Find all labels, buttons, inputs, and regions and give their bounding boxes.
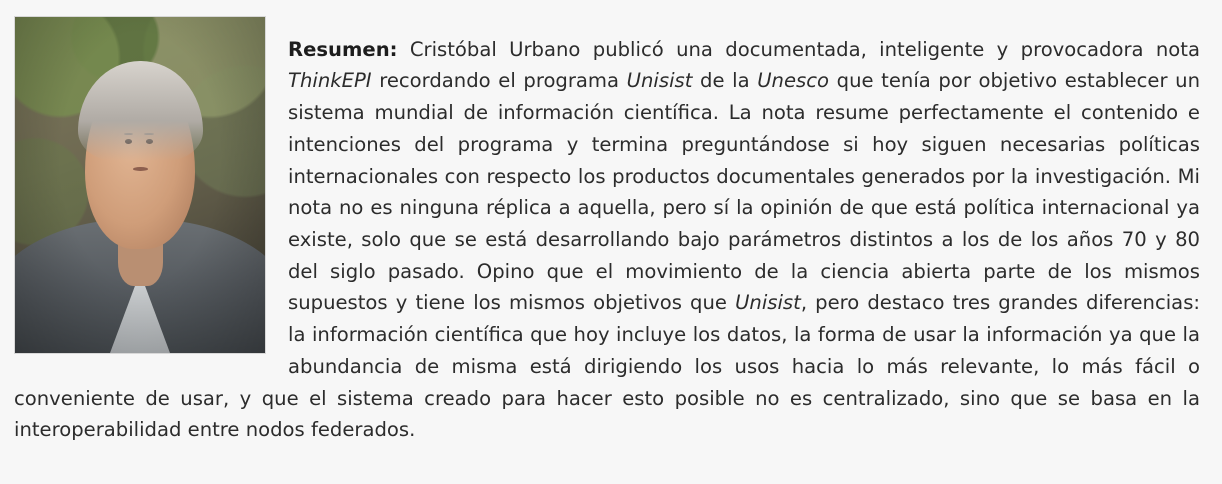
abstract-italic-term: ThinkEPI <box>288 69 372 93</box>
abstract-italic-term: Unesco <box>757 69 830 93</box>
abstract-italic-term: Unisist <box>626 69 693 93</box>
author-portrait-photo <box>14 16 266 354</box>
abstract-body: Cristóbal Urbano publicó una documentada, inteligente y provocadora nota ThinkEPI recordando el programa Unisist de la Unesco que tenía por objetivo establecer un sistema mundial de información científica. La nota resume perfectamente el contenido e intenciones del programa y termina preguntándose si hoy siguen necesarias políticas internacionales con respecto los productos documentales generados por la investigación. Mi nota no es ninguna réplica a aquella, pero sí la opinión de que está política internacional ya existe, solo que se está desarrollando bajo parámetros distintos a los de los años 70 y 80 del siglo pasado. Opino que el movimiento de la ciencia abierta parte de los mismos supuestos y tiene los mismos objetivos que Unisist, pero destaco tres grandes diferencias: la información científica que hoy incluye los datos, la forma de usar la información ya que la abundancia de misma está dirigiendo los usos hacia lo más relevante, lo más fácil o conveniente de usar, y que el sistema creado para hacer esto posible no es centralizado, sino que se basa en la interoperabilidad entre nodos federados. <box>14 37 1200 442</box>
abstract-lead-label: Resumen: <box>288 37 398 61</box>
abstract-italic-term: Unisist <box>735 291 801 315</box>
portrait-vignette <box>15 17 265 353</box>
